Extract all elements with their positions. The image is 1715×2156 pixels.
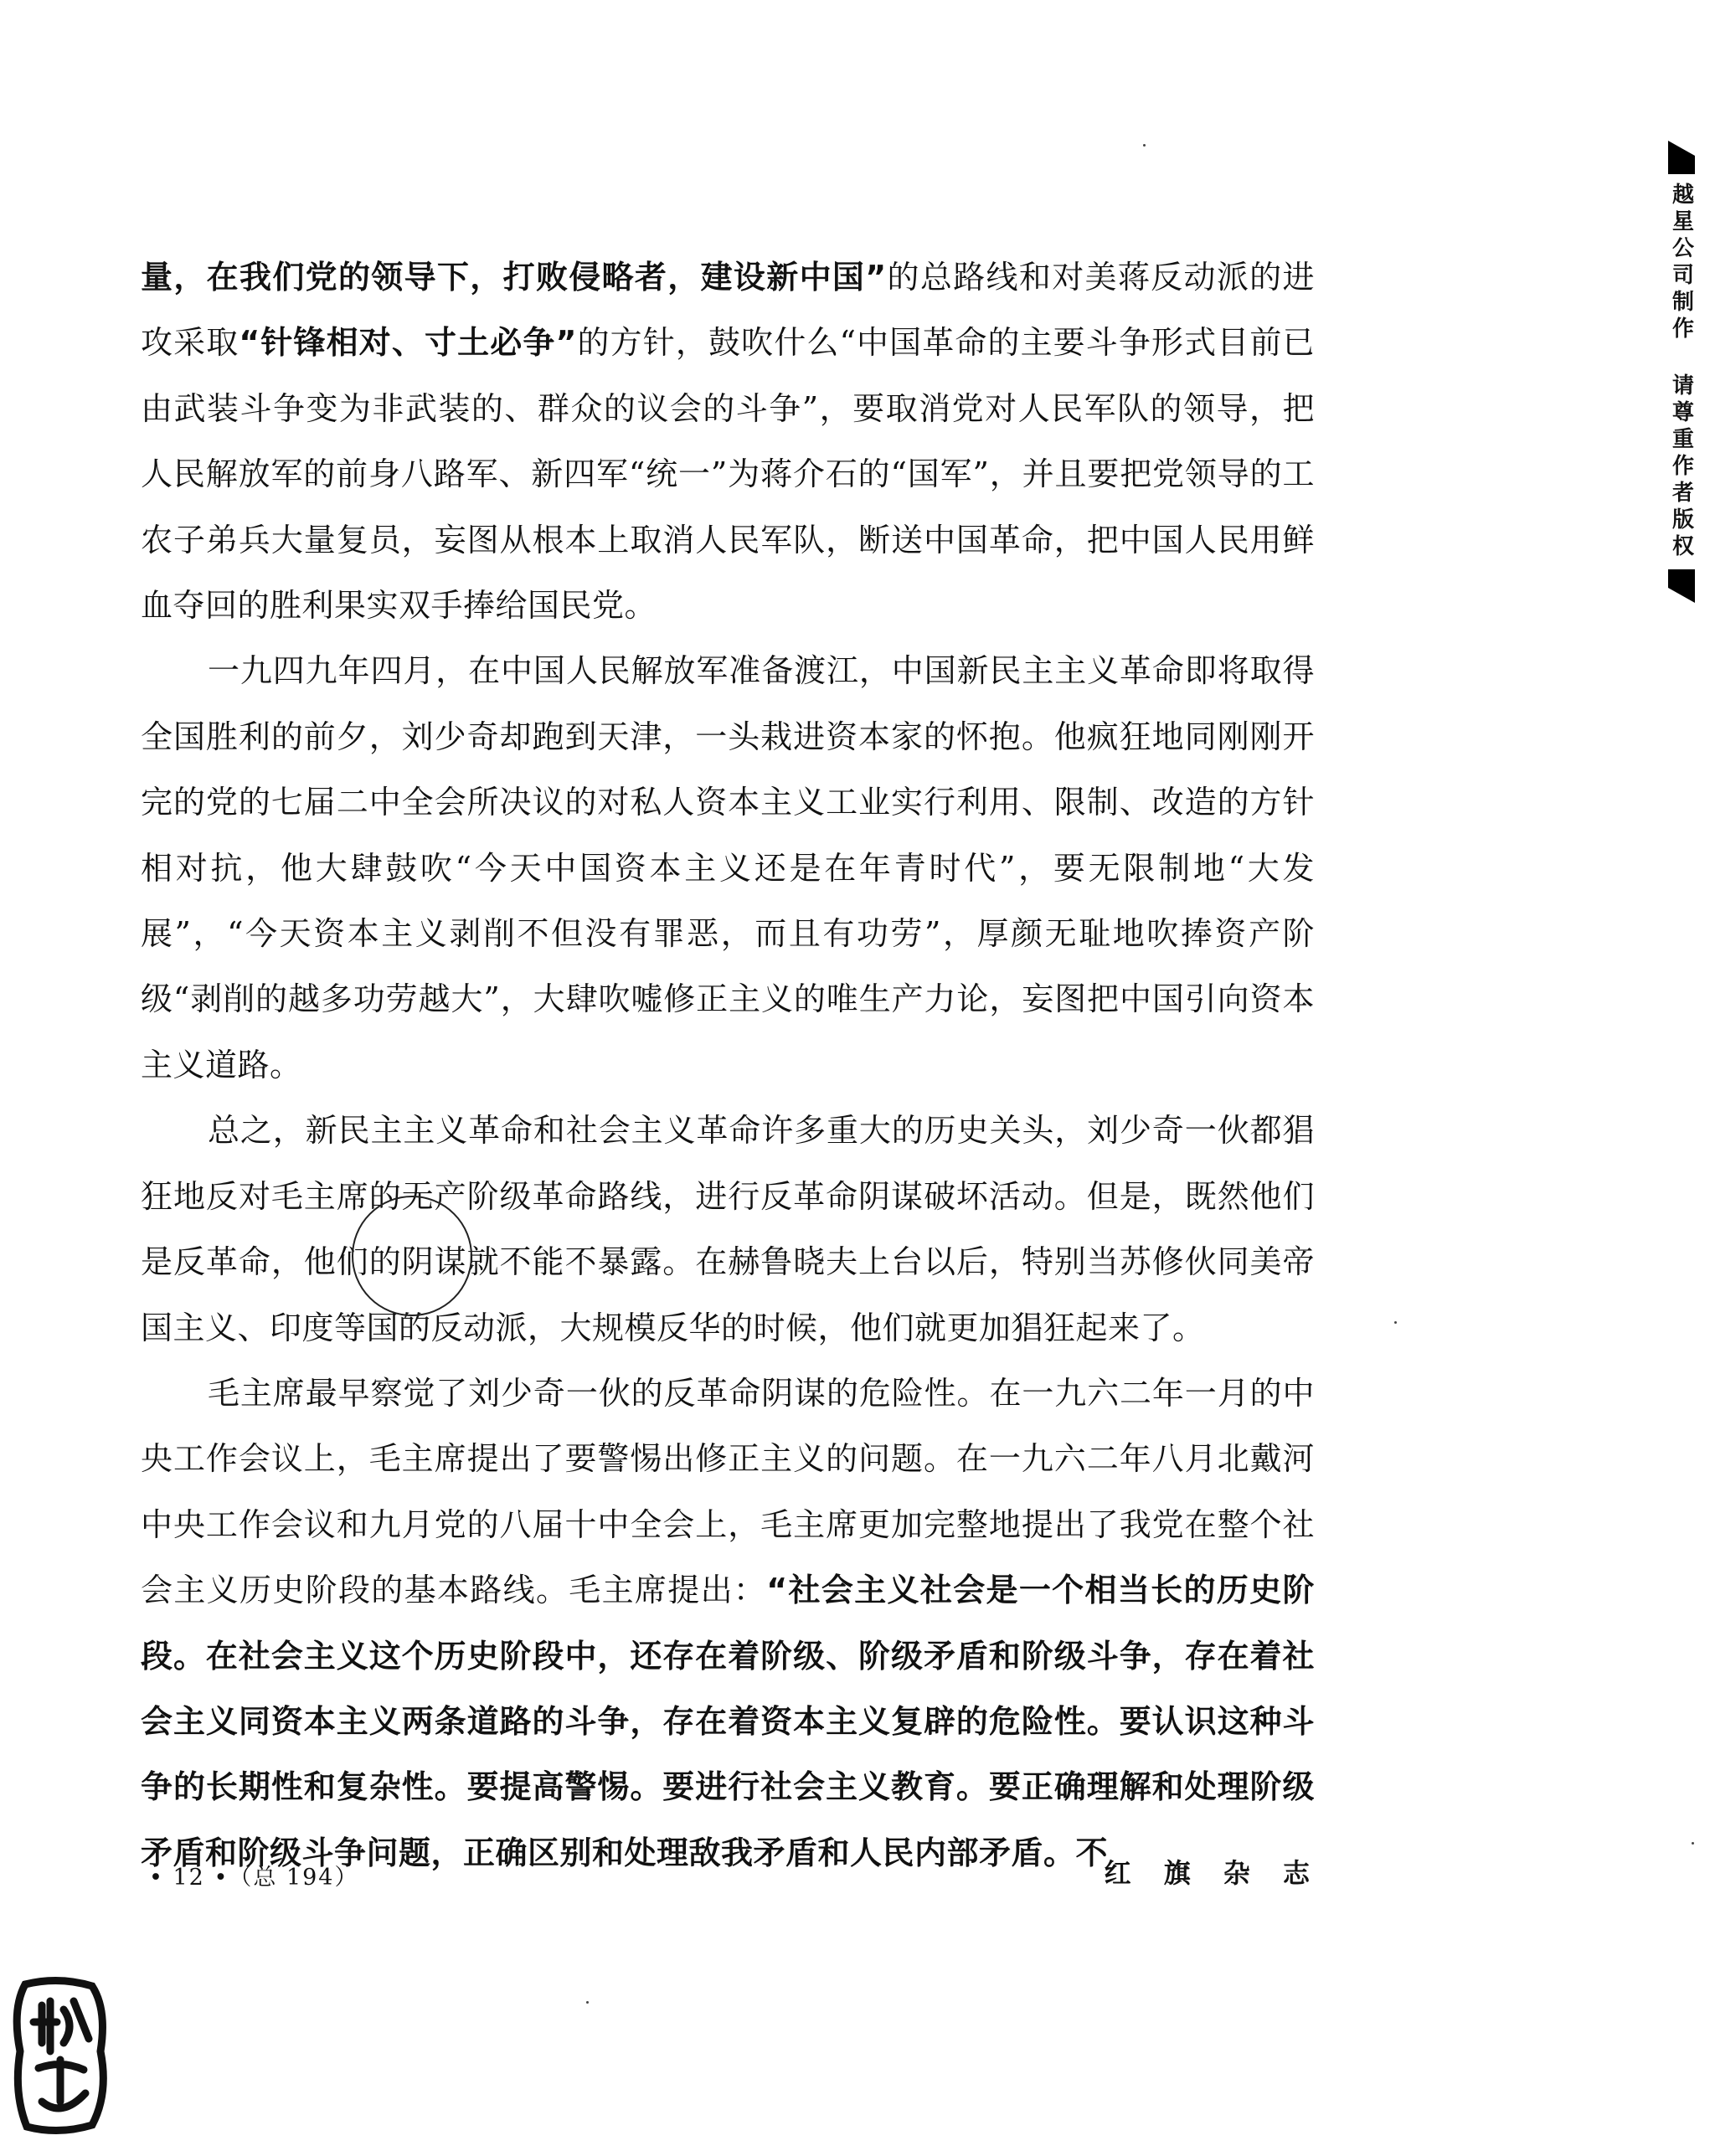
- page-number: • 12 •（总 194）: [149, 1865, 359, 1891]
- notice-bar-top: [1668, 141, 1695, 174]
- text-run: 毛主席最早察觉了刘少奇一伙的反革命阴谋的危险性。在一九六二年一月的中央工作会议上，毛主席提出了要警惕出修正主义的问题。在一九六二年八月北戴河中央工作会议和九月党的八届十中全会上，毛主席更加完整地提出了我党在整个社会主义历史阶段的基本路线。毛主席提出：: [141, 1374, 1315, 1609]
- paragraph: [141, 1098, 1315, 1361]
- text-run: 一九四九年四月，在中国人民解放军准备渡江，中国新民主主义革命即将取得全国胜利的前夕，刘少奇却跑到天津，一头栽进资本家的怀抱。他疯狂地同刚刚开完的党的七届二中全会所决议的对私人资本主义工业实行利用、限制、改造的方针相对抗，他大肆鼓吹“今天中国资本主义还是在年青时代”，要无限制地“大发展”，“今天资本主义剥削不但没有罪恶，而且有功劳”，厚颜无耻地吹捧资产阶级“剥削的越多功劳越大”，大肆吹嘘修正主义的唯生产力论，妄图把中国引向资本主义道路。: [141, 652, 1315, 1083]
- text-run: 总之，新民主主义革命和社会主义革命许多重大的历史关头，刘少奇一伙都猖狂地反对毛主席的无产阶级革命路线，进行反革命阴谋破坏活动。但是，既然他们是反革命，他们的阴谋就不能不暴露。在赫鲁晓夫上台以后，特别当苏修伙同美帝国主义、印度等国的反动派，大规模反华的时候，他们就更加猖狂起来了。: [141, 1112, 1315, 1346]
- bold-quote: “社会主义社会是一个相当长的历史阶段。在社会主义这个历史阶段中，还存在着阶级、阶级矛盾和阶级斗争，存在着社会主义同资本主义两条道路的斗争，存在着资本主义复辟的危险性。要认识这种斗争的长期性和复杂性。要提高警惕。要进行社会主义教育。要正确理解和处理阶级矛盾和阶级斗争问题，正确区别和处理敌我矛盾和人民内部矛盾。不: [141, 1572, 1315, 1871]
- text-run: 的总路线和对美蒋反动派的进攻采取: [141, 259, 1315, 362]
- text-run: 的方针，鼓吹什么“中国革命的主要斗争形式目前已由武装斗争变为非武装的、群众的议会的斗争”，要取消党对人民军队的领导，把人民解放军的前身八路军、新四军“统一”为蒋介石的“国军”，并且要把党领导的工农子弟兵大量复员，妄图从根本上取消人民军队，断送中国革命，把中国人民用鲜血夺回的胜利果实双手捧给国民党。: [141, 324, 1315, 625]
- circle-mark: [352, 1196, 472, 1316]
- seal-stamp: [8, 1976, 116, 2135]
- copyright-notice-text: 越星公司制作 请尊重作者版权: [1668, 183, 1694, 561]
- journal-name: 红 旗 杂 志: [1104, 1857, 1321, 1889]
- bold-quote: 量，在我们党的领导下，打败侵略者，建设新中国”: [141, 259, 887, 296]
- paragraph: [141, 638, 1315, 1098]
- bold-quote: “针锋相对、寸土必争”: [239, 324, 577, 362]
- scan-speck: [1394, 1321, 1397, 1324]
- article-body: [141, 244, 1315, 1886]
- paragraph: [141, 244, 1315, 638]
- scan-speck: [586, 2001, 589, 2004]
- scan-speck: [1143, 144, 1146, 147]
- scan-speck: [1692, 1842, 1694, 1845]
- paragraph: [141, 1361, 1315, 1886]
- seal-icon: [8, 1976, 116, 2135]
- notice-bar-bottom: [1668, 569, 1695, 603]
- copyright-notice: [1662, 141, 1701, 603]
